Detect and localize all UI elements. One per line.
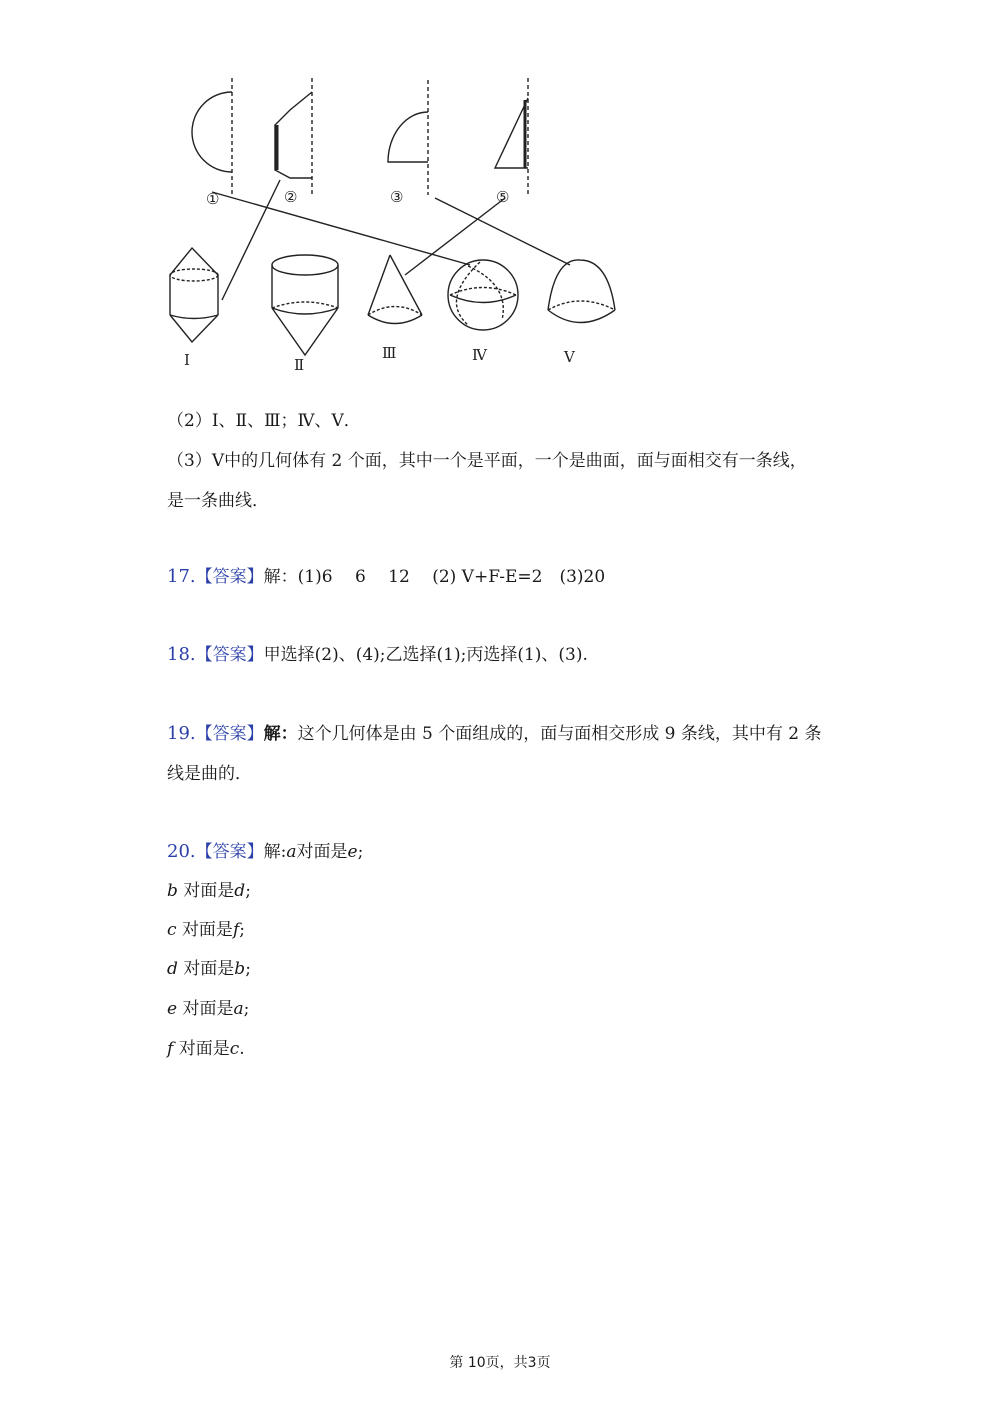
q20-row-5	[167, 997, 249, 1021]
q20-answer	[167, 840, 363, 864]
answer-lead: 解:	[263, 842, 287, 862]
relation-text: 对面是	[296, 842, 348, 862]
punct: ;	[243, 999, 250, 1019]
q20-row-3	[167, 918, 245, 942]
relation-text: 对面是	[178, 1039, 230, 1059]
label-shape-5: ⑤	[496, 188, 510, 206]
question-number: 19.	[167, 723, 196, 744]
punct: ;	[357, 842, 364, 862]
label-solid-2: Ⅱ	[294, 356, 305, 374]
q20-row-4	[167, 957, 251, 981]
answer-tag: 【答案】	[195, 645, 264, 665]
face-letter: a	[286, 842, 297, 862]
punct: ;	[239, 920, 245, 940]
page-footer: 第 10页，共3页	[449, 1355, 551, 1371]
relation-text: 对面是	[182, 999, 234, 1019]
answer-tag: 【答案】	[195, 724, 264, 744]
face-letter: b	[167, 881, 178, 901]
relation-text: 对面是	[183, 881, 235, 901]
face-letter: a	[233, 999, 244, 1019]
q19-answer	[167, 722, 822, 746]
face-letter: f	[232, 920, 240, 940]
label-solid-1: Ⅰ	[184, 351, 190, 369]
figure-svg	[150, 70, 640, 380]
face-letter: c	[167, 920, 177, 940]
face-letter: f	[167, 1039, 174, 1059]
q19-answer-line2: 线是曲的．	[167, 764, 252, 784]
face-letter: d	[167, 959, 178, 979]
punct: .	[239, 1039, 245, 1059]
label-shape-2: ②	[284, 188, 298, 206]
answer-lead: 解：	[263, 724, 298, 744]
face-letter: b	[234, 959, 246, 979]
face-letter: d	[234, 881, 246, 901]
label-shape-3: ③	[390, 188, 404, 206]
punct: ;	[245, 881, 251, 901]
rotation-figure	[150, 70, 640, 380]
q16-part2: （2）Ⅰ、Ⅱ、Ⅲ；Ⅳ、Ⅴ．	[167, 411, 361, 431]
label-solid-5: Ⅴ	[564, 348, 575, 366]
q20-row-2	[167, 879, 251, 903]
answer-tag: 【答案】	[195, 567, 264, 587]
q20-row-6	[167, 1037, 245, 1061]
face-letter: c	[229, 1039, 240, 1059]
relation-text: 对面是	[181, 920, 233, 940]
answer-text: 这个几何体是由 5 个面组成的，面与面相交形成 9 条线，其中有 2 条	[297, 724, 822, 744]
answer-text: 甲选择(2)、(4);乙选择(1);丙选择(1)、(3).	[263, 645, 588, 665]
label-solid-4: Ⅳ	[472, 346, 487, 364]
question-number: 20.	[167, 841, 196, 862]
question-number: 17.	[167, 566, 196, 587]
answer-tag: 【答案】	[195, 842, 264, 862]
relation-text: 对面是	[183, 959, 235, 979]
q16-part3-line2: 是一条曲线．	[167, 491, 269, 511]
q18-answer	[167, 643, 588, 667]
q17-answer	[167, 565, 605, 589]
label-solid-3: Ⅲ	[382, 344, 397, 362]
face-letter: e	[347, 842, 358, 862]
label-shape-1: ①	[206, 190, 220, 208]
q16-part3-line1: （3）Ⅴ中的几何体有 2 个面，其中一个是平面，一个是曲面，面与面相交有一条线，	[167, 451, 807, 471]
punct: ;	[245, 959, 251, 979]
answer-text: 解：(1)6 6 12 (2) V+F-E=2 (3)20	[263, 567, 606, 587]
question-number: 18.	[167, 644, 196, 665]
face-letter: e	[167, 999, 178, 1019]
